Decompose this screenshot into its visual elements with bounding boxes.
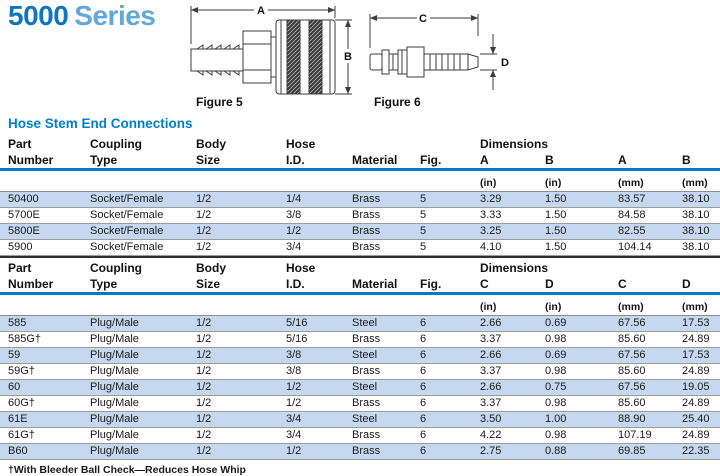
header-row-1 [0,258,720,276]
spec-cell: 1.50 [545,240,618,256]
units-spacer [196,294,286,316]
spec-cell: 24.89 [682,396,720,412]
spec-cell: Plug/Male [90,396,196,412]
spec-cell: 85.60 [618,396,682,412]
table-row [0,224,720,240]
part-number-cell: 60G† [0,396,90,412]
figure5-drawing-socket [183,4,359,96]
spec-table [0,258,720,460]
spec-cell: 38.10 [682,208,720,224]
spec-cell: 107.19 [618,428,682,444]
spec-cell: 1/2 [286,396,352,412]
header-row-2 [0,152,720,170]
units-row [0,170,720,192]
spec-cell: Steel [352,316,420,332]
spec-cell: 1/2 [196,412,286,428]
spec-cell: 2.66 [480,348,545,364]
units-label: (mm) [682,294,720,316]
column-header: C [618,276,682,294]
spec-cell: Brass [352,444,420,460]
spec-cell: 0.69 [545,348,618,364]
spec-cell: 2.66 [480,380,545,396]
table-row [0,208,720,224]
spec-cell: Plug/Male [90,316,196,332]
spec-cell: 69.85 [618,444,682,460]
part-number-cell: 585G† [0,332,90,348]
spec-cell: 1/2 [286,380,352,396]
spec-cell: 3.37 [480,396,545,412]
spec-cell: 5 [420,208,480,224]
spec-cell: 1/2 [196,316,286,332]
table-row [0,348,720,364]
spec-cell: 3/8 [286,364,352,380]
column-header: Material [352,276,420,294]
spec-cell: Socket/Female [90,240,196,256]
table-row [0,380,720,396]
figure6-dim-c-label: C [419,13,427,25]
units-label: (in) [480,170,545,192]
spec-cell: 1/2 [196,224,286,240]
part-number-cell: 50400 [0,192,90,208]
spec-cell: 6 [420,316,480,332]
column-header: Number [0,276,90,294]
spec-cell: Brass [352,224,420,240]
spec-cell: Steel [352,348,420,364]
column-header: Fig. [420,276,480,294]
spec-cell: 84.58 [618,208,682,224]
spec-cell: 3.33 [480,208,545,224]
table-row [0,428,720,444]
spec-cell: 6 [420,348,480,364]
figure6-caption: Figure 6 [374,95,421,109]
spec-cell: Plug/Male [90,348,196,364]
units-spacer [196,170,286,192]
spec-cell: Plug/Male [90,332,196,348]
units-spacer [352,170,420,192]
spec-cell: 6 [420,428,480,444]
column-header: Coupling [90,137,142,151]
column-header: A [618,152,682,170]
spec-cell: 1/2 [196,380,286,396]
spec-cell: Socket/Female [90,192,196,208]
table-row [0,364,720,380]
spec-cell: 1/2 [196,364,286,380]
spec-cell: Plug/Male [90,380,196,396]
part-number-cell: B60 [0,444,90,460]
table-row [0,396,720,412]
spec-cell: 38.10 [682,192,720,208]
part-number-cell: 5700E [0,208,90,224]
column-header: Body [196,261,226,275]
column-header [352,258,420,276]
column-header: Coupling [90,261,142,275]
figure5-dim-b-label: B [344,51,352,63]
spec-cell: 24.89 [682,332,720,348]
units-spacer [90,294,196,316]
spec-cell: 22.35 [682,444,720,460]
units-label: (in) [545,170,618,192]
units-spacer [0,294,90,316]
units-label: (in) [545,294,618,316]
spec-cell: 3/4 [286,412,352,428]
units-spacer [286,170,352,192]
spec-cell: 0.98 [545,396,618,412]
column-header [352,134,420,152]
spec-cell: 3.37 [480,364,545,380]
column-header: D [682,276,720,294]
spec-cell: Plug/Male [90,428,196,444]
spec-cell: 1.00 [545,412,618,428]
units-spacer [352,294,420,316]
spec-cell: 6 [420,412,480,428]
units-label: (mm) [618,170,682,192]
spec-cell: Socket/Female [90,224,196,240]
spec-cell: 5/16 [286,316,352,332]
spec-cell: 1/4 [286,192,352,208]
figure6-dim-d-label: D [501,57,509,69]
spec-cell: Brass [352,240,420,256]
column-header: B [545,152,618,170]
table-row [0,316,720,332]
column-header: Size [196,276,286,294]
spec-cell: 67.56 [618,348,682,364]
spec-cell: 4.22 [480,428,545,444]
dimensions-header: Dimensions [480,137,549,151]
header-row-2 [0,276,720,294]
spec-cell: Brass [352,192,420,208]
spec-cell: 3/4 [286,240,352,256]
column-header: Part [8,261,32,275]
column-header: A [480,152,545,170]
spec-cell: 19.05 [682,380,720,396]
figure6-drawing-plug [366,10,516,95]
spec-cell: 1/2 [196,240,286,256]
spec-cell: 1/2 [196,348,286,364]
column-header: D [545,276,618,294]
spec-cell: 0.69 [545,316,618,332]
column-header: Hose [286,261,316,275]
spec-cell: 1/2 [196,428,286,444]
spec-cell: 3.37 [480,332,545,348]
spec-cell: Plug/Male [90,444,196,460]
spec-cell: Brass [352,208,420,224]
figure5-dim-a-label: A [257,5,265,17]
spec-cell: 67.56 [618,380,682,396]
spec-cell: 1/2 [286,444,352,460]
spec-cell: 3.50 [480,412,545,428]
spec-cell: 1/2 [286,224,352,240]
spec-cell: 38.10 [682,240,720,256]
part-number-cell: 585 [0,316,90,332]
spec-cell: 1.50 [545,192,618,208]
spec-cell: 0.98 [545,332,618,348]
table-row [0,240,720,256]
spec-cell: 5 [420,240,480,256]
spec-cell: Plug/Male [90,412,196,428]
spec-cell: 3/4 [286,428,352,444]
spec-cell: Steel [352,412,420,428]
units-label: (in) [480,294,545,316]
spec-cell: 0.98 [545,364,618,380]
units-label: (mm) [682,170,720,192]
units-spacer [420,294,480,316]
spec-cell: Plug/Male [90,364,196,380]
page-title-primary: 5000 [8,0,69,31]
column-header: Type [90,152,196,170]
column-header: Hose [286,137,316,151]
table-row [0,444,720,460]
spec-cell: Brass [352,332,420,348]
spec-cell: Brass [352,396,420,412]
spec-cell: 5 [420,192,480,208]
table-row [0,192,720,208]
spec-cell: 2.75 [480,444,545,460]
spec-cell: 24.89 [682,428,720,444]
units-row [0,294,720,316]
page-header [0,0,720,112]
column-header: Type [90,276,196,294]
part-number-cell: 60 [0,380,90,396]
spec-cell: 1.50 [545,208,618,224]
spec-cell: 1/2 [196,192,286,208]
spec-cell: 0.88 [545,444,618,460]
spec-cell: 6 [420,396,480,412]
column-header: Number [0,152,90,170]
spec-cell: 3.25 [480,224,545,240]
spec-cell: 67.56 [618,316,682,332]
spec-cell: 1/2 [196,332,286,348]
column-header: I.D. [286,152,352,170]
column-header: Material [352,152,420,170]
spec-cell: 0.75 [545,380,618,396]
socket-female-table [0,134,720,256]
spec-cell: 85.60 [618,332,682,348]
page-title-secondary: Series [74,0,156,31]
part-number-cell: 59G† [0,364,90,380]
table-row [0,332,720,348]
spec-cell: 1/2 [196,444,286,460]
spec-cell: 1/2 [196,396,286,412]
section-heading: Hose Stem End Connections [8,116,193,131]
spec-cell: 6 [420,444,480,460]
spec-cell: 82.55 [618,224,682,240]
column-header: Part [8,137,32,151]
units-label: (mm) [618,294,682,316]
dimensions-header: Dimensions [480,261,549,275]
spec-cell: 25.40 [682,412,720,428]
spec-cell: 17.53 [682,316,720,332]
column-header: B [682,152,720,170]
figure5-caption: Figure 5 [196,95,243,109]
spec-cell: 38.10 [682,224,720,240]
spec-cell: 3.29 [480,192,545,208]
units-spacer [286,294,352,316]
part-number-cell: 61G† [0,428,90,444]
spec-cell: 3/8 [286,348,352,364]
spec-cell: Steel [352,380,420,396]
column-header [420,258,480,276]
spec-cell: 104.14 [618,240,682,256]
spec-cell: 6 [420,332,480,348]
part-number-cell: 61E [0,412,90,428]
column-header [420,134,480,152]
spec-cell: Brass [352,428,420,444]
plug-male-table [0,256,720,460]
spec-cell: 1/2 [196,208,286,224]
column-header: Body [196,137,226,151]
header-row-1 [0,134,720,152]
part-number-cell: 59 [0,348,90,364]
spec-cell: 17.53 [682,348,720,364]
part-number-cell: 5900 [0,240,90,256]
spec-cell: 3/8 [286,208,352,224]
column-header: I.D. [286,276,352,294]
spec-cell: 1.50 [545,224,618,240]
spec-cell: 6 [420,364,480,380]
part-number-cell: 5800E [0,224,90,240]
units-spacer [90,170,196,192]
spec-cell: 5 [420,224,480,240]
spec-cell: 6 [420,380,480,396]
column-header: Size [196,152,286,170]
spec-cell: Brass [352,364,420,380]
spec-cell: 85.60 [618,364,682,380]
spec-cell: 0.98 [545,428,618,444]
units-spacer [420,170,480,192]
page-title [8,0,155,32]
spec-cell: 24.89 [682,364,720,380]
spec-cell: 2.66 [480,316,545,332]
footnote: †With Bleeder Ball Check—Reduces Hose Whip [8,464,246,476]
column-header: C [480,276,545,294]
spec-cell: 5/16 [286,332,352,348]
column-header: Fig. [420,152,480,170]
table-row [0,412,720,428]
spec-cell: 83.57 [618,192,682,208]
spec-table [0,134,720,256]
spec-cell: 88.90 [618,412,682,428]
units-spacer [0,170,90,192]
spec-cell: 4.10 [480,240,545,256]
spec-cell: Socket/Female [90,208,196,224]
